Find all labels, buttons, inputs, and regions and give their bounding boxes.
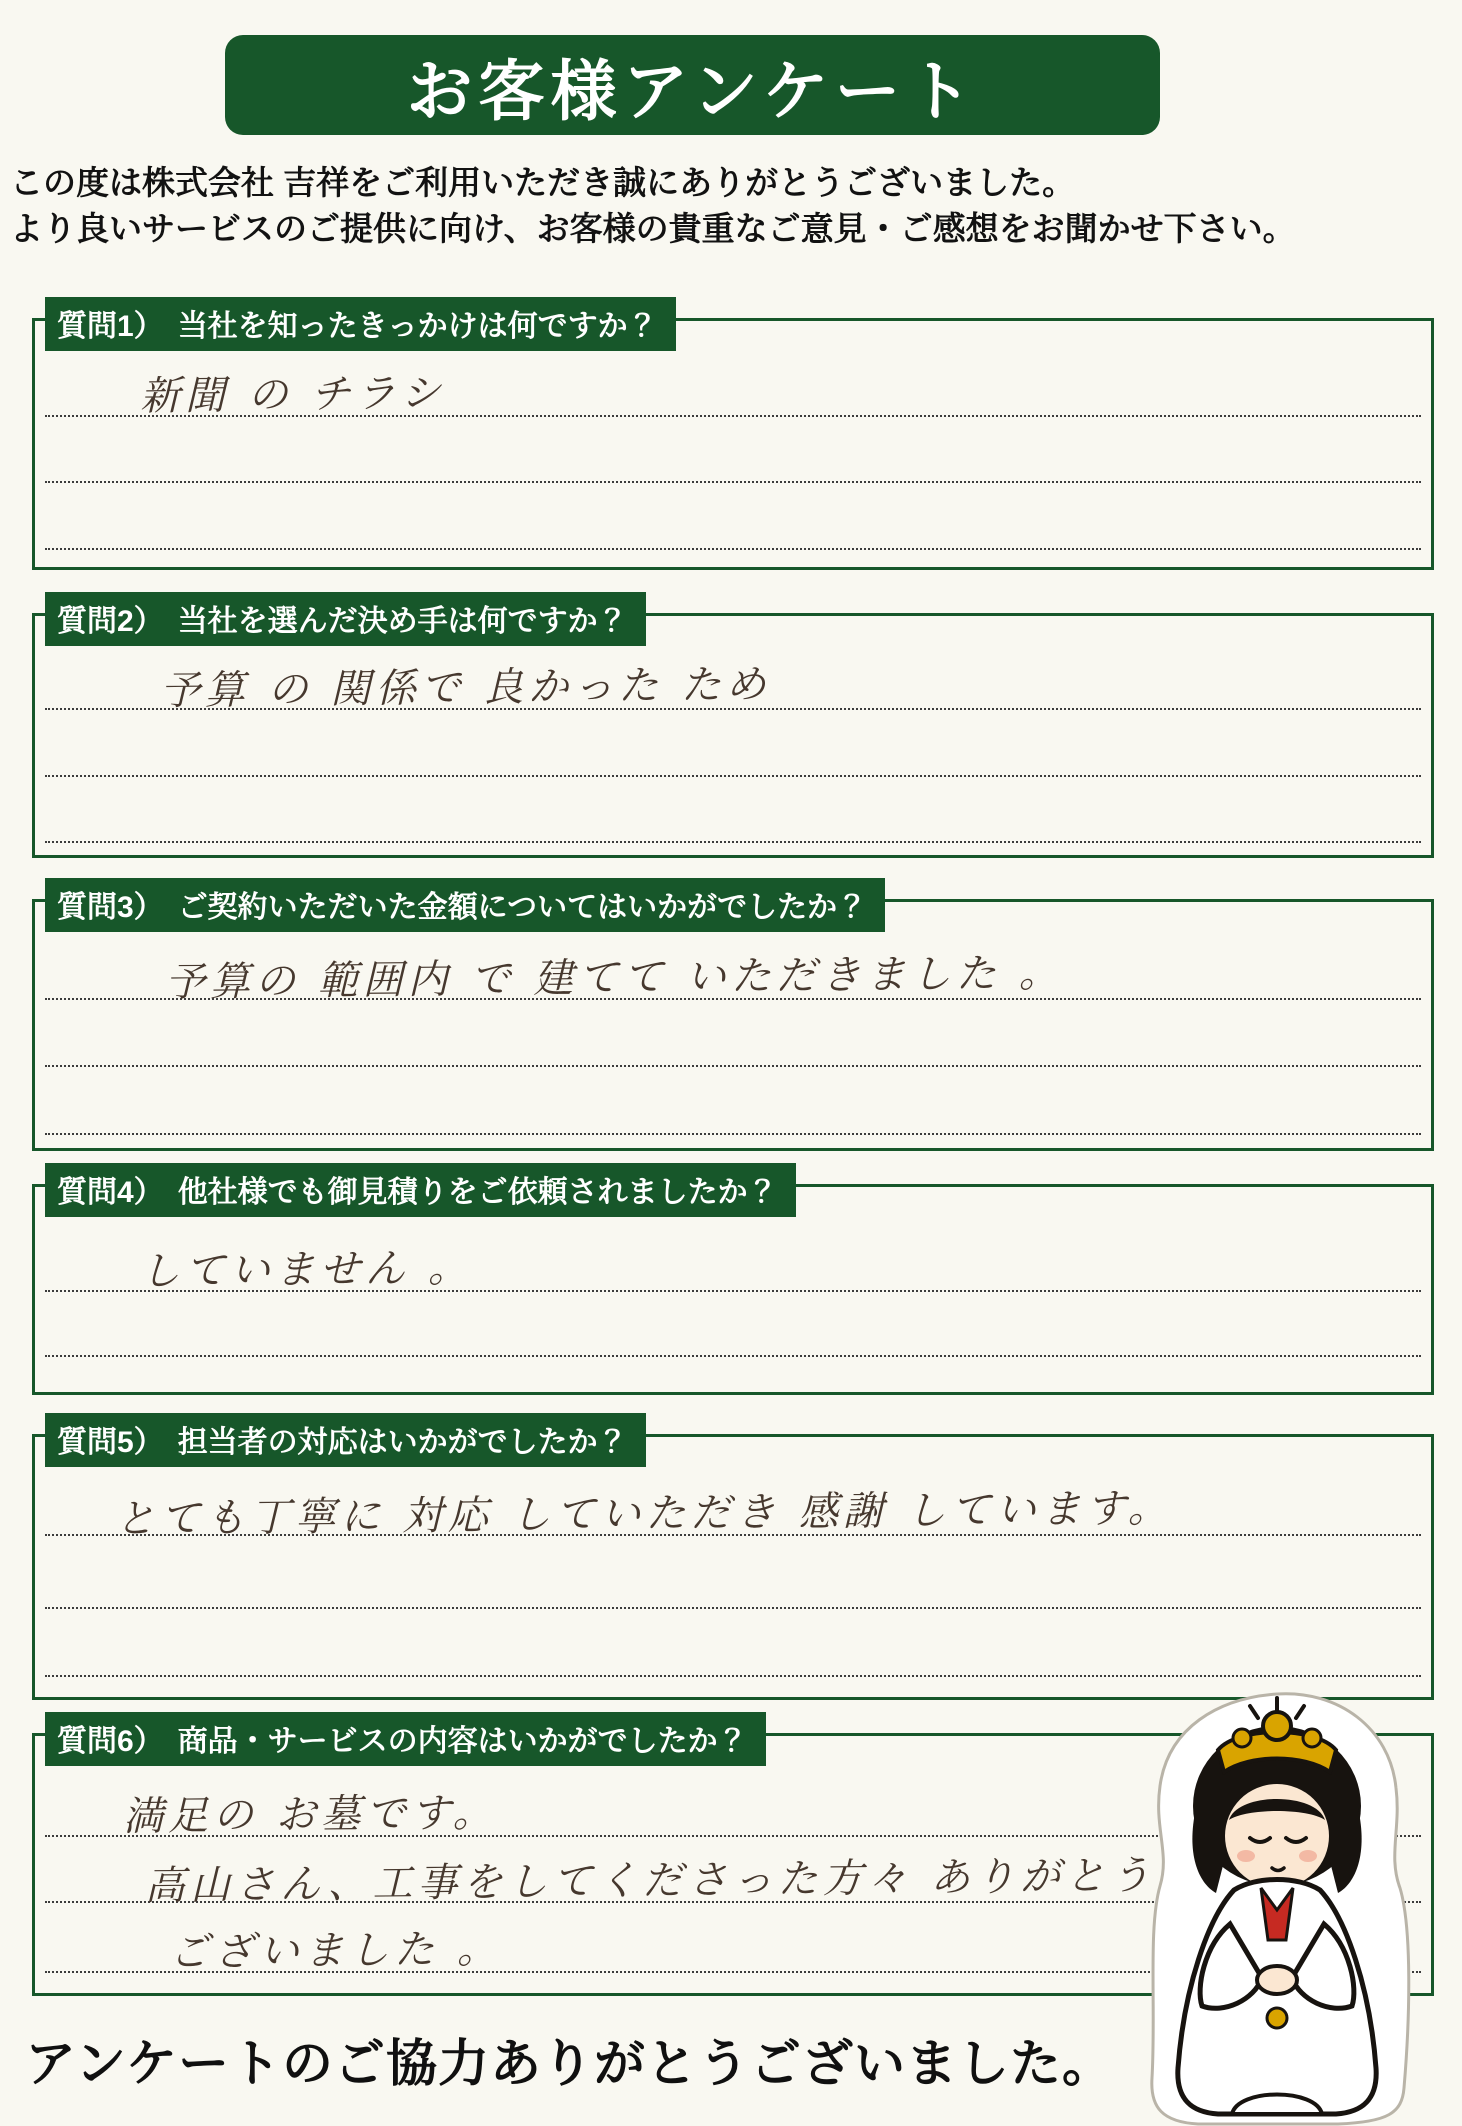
answer-write-line (45, 775, 1421, 777)
handwritten-answer: 予算 の 関係で 良かった ため (159, 661, 772, 715)
closing-text: アンケートのご協力ありがとうございました。 (25, 2035, 1114, 2092)
handwritten-answer: していません 。 (139, 1245, 473, 1295)
handwritten-answer: ございました 。 (168, 1926, 502, 1976)
answer-write-line (45, 1355, 1421, 1357)
question-number-label: 質問2） (57, 605, 164, 638)
handwritten-answer: 予算の 範囲内 で 建てて いただきました 。 (164, 950, 1064, 1006)
answer-write-line (45, 481, 1421, 483)
intro-text (10, 160, 1296, 251)
answer-write-line (45, 1133, 1421, 1135)
question-number-label: 質問6） (57, 1725, 164, 1758)
question-header (45, 878, 885, 932)
question-text: ご契約いただいた金額についてはいかがでしたか？ (177, 891, 868, 924)
answer-write-line (45, 1065, 1421, 1067)
title-banner (225, 35, 1160, 135)
answer-box (32, 318, 1434, 570)
question-header (45, 1163, 796, 1217)
answer-write-line (45, 1675, 1421, 1677)
intro-line-1: この度は株式会社 吉祥をご利用いただき誠にありがとうございました。 (10, 164, 1076, 201)
question-header (45, 592, 646, 646)
question-number-label: 質問4） (57, 1176, 164, 1209)
question-text: 担当者の対応はいかがでしたか？ (177, 1426, 628, 1459)
question-number-label: 質問5） (57, 1426, 164, 1459)
handwritten-answer: 新聞 の チラシ (139, 370, 446, 420)
page-title: お客様アンケート (406, 53, 979, 128)
answer-write-line (45, 841, 1421, 843)
handwritten-answer: 満足の お墓です。 (122, 1790, 498, 1840)
question-text: 他社様でも御見積りをご依頼されましたか？ (177, 1176, 778, 1209)
handwritten-answer: とても丁寧に 対応 していただき 感謝 しています。 (114, 1485, 1173, 1543)
question-header (45, 297, 676, 351)
answer-box (32, 613, 1434, 858)
handwritten-answer: 高山さん、工事をしてくださった方々 ありがとう (144, 1852, 1156, 1910)
question-header (45, 1413, 646, 1467)
intro-line-2: より良いサービスのご提供に向け、お客様の貴重なご意見・ご感想をお聞かせ下さい。 (10, 209, 1296, 247)
answer-box (32, 1434, 1434, 1700)
question-number-label: 質問3） (57, 891, 164, 924)
praying-girl-mascot-image (1138, 1688, 1416, 2126)
question-text: 商品・サービスの内容はいかがでしたか？ (177, 1725, 748, 1758)
question-header (45, 1712, 766, 1766)
answer-box (32, 899, 1434, 1151)
question-text: 当社を知ったきっかけは何ですか？ (177, 310, 658, 343)
question-number-label: 質問1） (57, 310, 164, 343)
answer-write-line (45, 548, 1421, 550)
face-icon (1225, 1784, 1329, 1888)
question-text: 当社を選んだ決め手は何ですか？ (177, 605, 628, 638)
answer-write-line (45, 1607, 1421, 1609)
